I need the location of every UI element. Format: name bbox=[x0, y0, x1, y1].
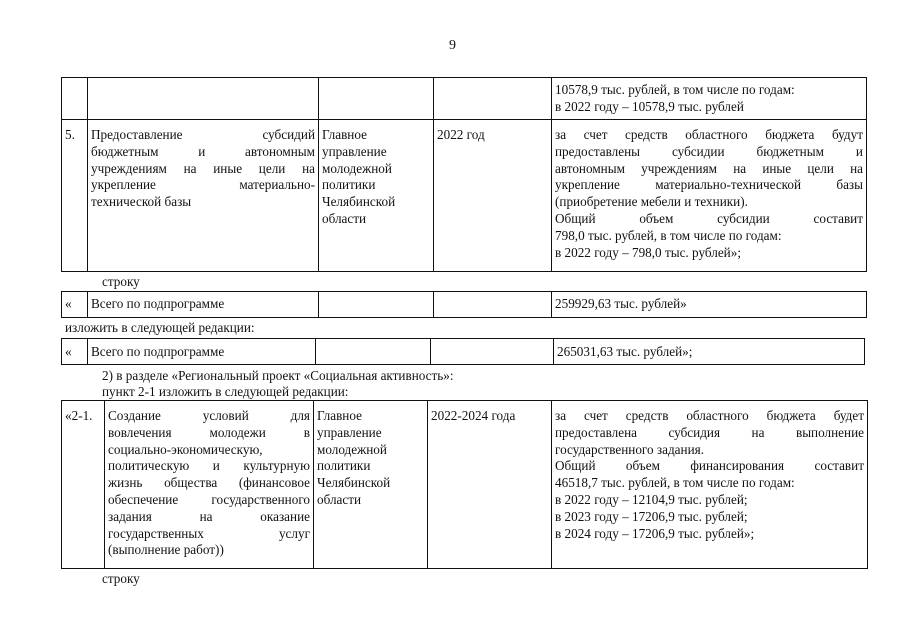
funding-line: в 2022 году – 798,0 тыс. рублей»; bbox=[555, 244, 741, 260]
table-cell bbox=[319, 292, 434, 318]
replace-instruction: изложить в следующей редакции: bbox=[65, 320, 255, 335]
table-cell bbox=[319, 78, 434, 120]
funding-cell bbox=[552, 78, 867, 120]
funding-line: 10578,9 тыс. рублей, в том числе по годам: bbox=[555, 82, 795, 97]
measures-table-top bbox=[61, 77, 867, 272]
total-label-cell: Всего по подпрограмме bbox=[88, 339, 316, 365]
note-line-text-bottom: строку bbox=[102, 571, 140, 586]
executor-cell bbox=[319, 120, 434, 272]
table-cell bbox=[88, 78, 319, 120]
table-row bbox=[62, 292, 867, 318]
funding-line: за счет средств областного бюджета будет bbox=[555, 408, 864, 423]
item-2-1-table bbox=[61, 400, 868, 569]
table-cell bbox=[434, 292, 552, 318]
measure-name-line: обеспечение государственного bbox=[108, 491, 310, 507]
measure-name-line: Создание условий для bbox=[108, 408, 310, 423]
period-cell: 2022-2024 года bbox=[428, 401, 552, 569]
executor-line: политики bbox=[317, 458, 371, 474]
funding-line: 46518,7 тыс. рублей, в том числе по годам: bbox=[555, 475, 795, 491]
funding-line: 798,0 тыс. рублей, в том числе по годам: bbox=[555, 227, 782, 243]
row-number-cell: 5. bbox=[62, 120, 88, 272]
executor-line: области bbox=[317, 491, 362, 507]
measure-name-cell bbox=[105, 401, 314, 569]
measure-name-line: (выполнение работ)) bbox=[108, 542, 224, 558]
measure-name-line: задания на оказание bbox=[108, 508, 310, 524]
total-label-cell: Всего по подпрограмме bbox=[88, 292, 319, 318]
executor-line: политики bbox=[322, 177, 376, 193]
funding-line: Общий объем финансирования составит bbox=[555, 458, 864, 474]
table-cell bbox=[434, 78, 552, 120]
measure-name-line: вовлечения молодежи в bbox=[108, 424, 310, 440]
executor-line: молодежной bbox=[317, 441, 387, 457]
funding-line: предоставлены субсидии бюджетным и bbox=[555, 143, 863, 159]
measure-name-line: государственных услуг bbox=[108, 525, 310, 541]
funding-cell bbox=[552, 401, 868, 569]
measure-name-cell bbox=[88, 120, 319, 272]
measure-name-line: социально-экономическую, bbox=[108, 441, 263, 457]
measure-name-line: Предоставление субсидий bbox=[91, 127, 315, 142]
executor-line: молодежной bbox=[322, 160, 392, 176]
paragraph-2-line: пункт 2-1 изложить в следующей редакции: bbox=[102, 384, 349, 399]
measure-name-line: политическую и культурную bbox=[108, 458, 310, 474]
funding-line: в 2024 году – 17206,9 тыс. рублей»; bbox=[555, 525, 755, 541]
funding-line: (приобретение мебели и техники). bbox=[555, 194, 748, 210]
table-cell bbox=[316, 339, 431, 365]
old-total-table bbox=[61, 291, 867, 318]
paragraph-2-line: 2) в разделе «Региональный проект «Социальная активность»: bbox=[102, 368, 454, 383]
executor-line: Челябинской bbox=[317, 475, 391, 491]
executor-line: Челябинской bbox=[322, 194, 396, 210]
table-row-5 bbox=[62, 120, 867, 272]
funding-line: государственного задания. bbox=[555, 441, 705, 457]
quote-cell: « bbox=[62, 292, 88, 318]
new-total-table bbox=[61, 338, 865, 365]
period-cell: 2022 год bbox=[434, 120, 552, 272]
funding-line: автономным учреждениям на иные цели на bbox=[555, 160, 863, 176]
executor-line: управление bbox=[322, 143, 387, 159]
table-cell bbox=[62, 78, 88, 120]
funding-line: в 2023 году – 17206,9 тыс. рублей; bbox=[555, 508, 748, 524]
measure-name-line: жизнь общества (финансовое bbox=[108, 475, 310, 491]
table-cell bbox=[431, 339, 554, 365]
total-value-cell: 259929,63 тыс. рублей» bbox=[552, 292, 867, 318]
page-number: 9 bbox=[449, 38, 456, 53]
executor-line: области bbox=[322, 210, 367, 226]
measure-name-line: учреждениям на иные цели на bbox=[91, 160, 315, 176]
measure-name-line: технической базы bbox=[91, 194, 192, 210]
row-number-cell: «2-1. bbox=[62, 401, 105, 569]
table-row-previous bbox=[62, 78, 867, 120]
funding-cell bbox=[552, 120, 867, 272]
measure-name-line: бюджетным и автономным bbox=[91, 143, 315, 159]
total-value-cell: 265031,63 тыс. рублей»; bbox=[554, 339, 865, 365]
table-row bbox=[62, 339, 865, 365]
executor-cell bbox=[314, 401, 428, 569]
funding-line: в 2022 году – 10578,9 тыс. рублей bbox=[555, 98, 744, 114]
funding-line: предоставлена субсидия на выполнение bbox=[555, 424, 864, 440]
executor-line: Главное bbox=[322, 127, 367, 142]
funding-line: Общий объем субсидии составит bbox=[555, 210, 863, 226]
table-row-2-1 bbox=[62, 401, 868, 569]
executor-line: управление bbox=[317, 424, 382, 440]
funding-line: за счет средств областного бюджета будут bbox=[555, 127, 863, 142]
note-line-text: строку bbox=[102, 274, 140, 289]
funding-line: укрепление материально-технической базы bbox=[555, 177, 863, 193]
executor-line: Главное bbox=[317, 408, 362, 423]
quote-cell: « bbox=[62, 339, 88, 365]
measure-name-line: укрепление материально- bbox=[91, 177, 315, 193]
funding-line: в 2022 году – 12104,9 тыс. рублей; bbox=[555, 491, 748, 507]
